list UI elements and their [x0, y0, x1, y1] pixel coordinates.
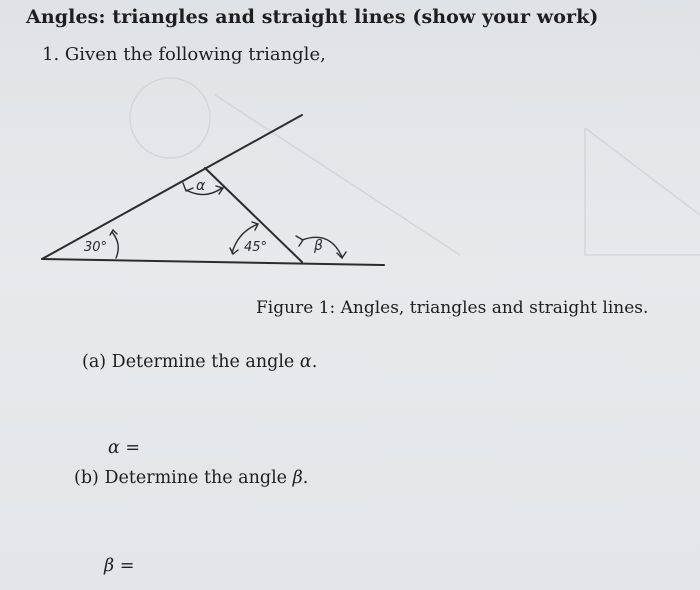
- answer-a-eq: =: [119, 438, 141, 458]
- part-a-symbol: α: [299, 352, 312, 372]
- question-number: 1.: [42, 44, 60, 65]
- angle-beta-label: β: [314, 238, 323, 254]
- angle-30-label: 30°: [84, 240, 108, 255]
- part-a-label: (a): [82, 352, 107, 372]
- angle-30-arc: [112, 232, 118, 258]
- answer-b-line: [104, 556, 134, 576]
- question-text: Given the following triangle,: [64, 44, 326, 65]
- answer-b-eq: =: [114, 556, 135, 576]
- part-b-label: (b): [74, 468, 99, 488]
- answer-a-line: [108, 438, 140, 458]
- part-a-prompt: [82, 352, 317, 372]
- answer-b-symbol: β: [104, 556, 115, 576]
- answer-a-symbol: α: [108, 438, 120, 458]
- figure-caption: Figure 1: Angles, triangles and straight lines.: [256, 298, 649, 318]
- part-a-text: Determine the angle: [111, 352, 295, 372]
- angle-alpha-label: α: [196, 178, 206, 194]
- part-b-prompt: [74, 468, 308, 488]
- part-a-end: .: [311, 352, 318, 372]
- angle-marks: [110, 183, 346, 258]
- baseline: [42, 259, 384, 265]
- hypotenuse-line: [42, 115, 302, 259]
- part-b-text: Determine the angle: [104, 468, 288, 488]
- angle-45-label: 45°: [244, 240, 268, 255]
- bleed-through-marks: [130, 78, 700, 255]
- part-b-end: .: [302, 468, 309, 488]
- page-title: Angles: triangles and straight lines (show your work): [26, 6, 599, 28]
- part-b-symbol: β: [292, 468, 303, 488]
